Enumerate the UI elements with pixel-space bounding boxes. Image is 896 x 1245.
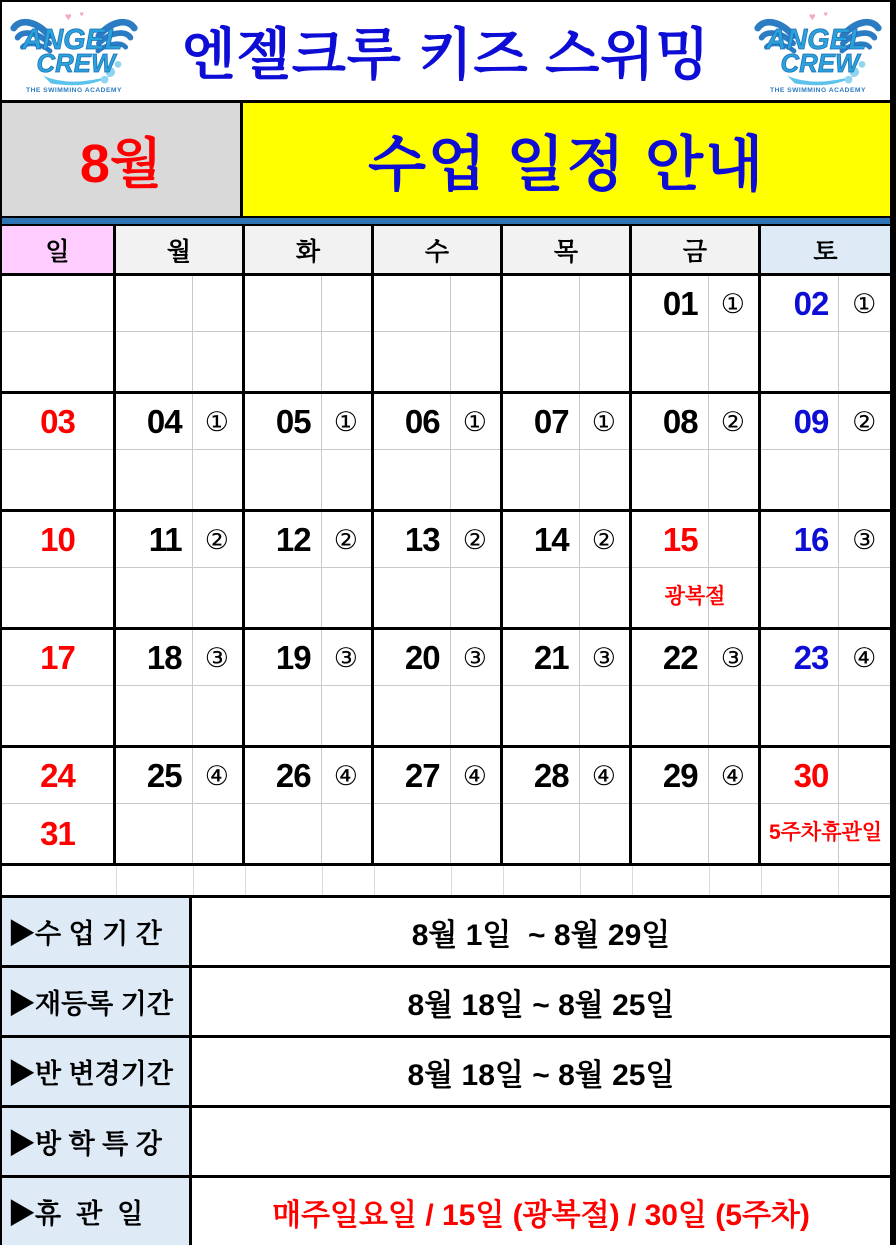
week-number-badge: ④ <box>204 761 229 791</box>
calendar-day-cell <box>503 748 632 863</box>
info-label: ▶방 학 특 강 <box>2 1108 192 1175</box>
cell-top <box>245 630 371 686</box>
info-row-closed-days <box>2 1178 890 1245</box>
week-number-badge <box>579 303 629 305</box>
info-value: 8월 18일 ~ 8월 25일 <box>407 1058 675 1092</box>
calendar-day-cell <box>632 394 761 509</box>
gridline <box>761 866 762 895</box>
logo-caption: THE SWIMMING ACADEMY <box>26 87 122 95</box>
cell-top <box>632 748 758 804</box>
week-number-badge: ④ <box>333 761 358 791</box>
date-number: 04 <box>146 402 182 440</box>
date-number: 26 <box>275 756 311 794</box>
week-number-badge: ① <box>720 289 745 319</box>
calendar-day-cell <box>2 512 116 627</box>
cell-top <box>374 630 500 686</box>
calendar-day-cell <box>116 748 245 863</box>
date-number: 13 <box>404 520 440 558</box>
calendar-day-cell <box>503 394 632 509</box>
week-number-badge: ④ <box>462 761 487 791</box>
week-number-badge: ② <box>852 407 877 437</box>
calendar-week-row <box>2 748 890 866</box>
calendar-day-cell <box>2 630 116 745</box>
heart-icon: ♥ <box>808 11 816 24</box>
date-number: 24 <box>40 756 75 794</box>
date-number: 27 <box>404 756 440 794</box>
info-value <box>192 1108 890 1175</box>
cell-top <box>245 748 371 804</box>
cell-top <box>116 748 242 804</box>
week-number-badge: ③ <box>591 643 616 673</box>
calendar-day-cell <box>632 630 761 745</box>
angel-crew-logo-right <box>754 7 882 95</box>
logo-word-angel: ANGEL <box>765 24 867 57</box>
week-number-badge: ③ <box>720 643 745 673</box>
cell-top <box>116 630 242 686</box>
date-number: 20 <box>404 638 440 676</box>
calendar-day-cell <box>245 630 374 745</box>
date-number: 16 <box>793 520 829 558</box>
date-number-31: 31 <box>40 815 75 852</box>
date-number: 12 <box>275 520 311 558</box>
cell-top <box>761 748 890 804</box>
cell-top <box>374 512 500 568</box>
gridline <box>709 866 710 895</box>
week-number-badge: ③ <box>204 643 229 673</box>
info-label: ▶수 업 기 간 <box>2 898 192 965</box>
cell-top <box>761 512 890 568</box>
gridline <box>245 866 246 895</box>
schedule-title: 수업 일정 안내 <box>367 130 766 198</box>
day-header-thu: 목 <box>503 226 632 273</box>
week-number-badge: ② <box>720 407 745 437</box>
cell-top <box>761 630 890 686</box>
week-number-badge: ④ <box>852 643 877 673</box>
week-number-badge: ④ <box>720 761 745 791</box>
holiday-note: 광복절 <box>664 585 726 608</box>
cell-top <box>503 630 629 686</box>
week-number-badge: ③ <box>852 525 877 555</box>
date-number: 21 <box>533 638 569 676</box>
day-header-sun: 일 <box>2 226 116 273</box>
calendar-day-cell <box>374 630 503 745</box>
day-header-fri: 금 <box>632 226 761 273</box>
gridline <box>116 866 117 895</box>
gridline <box>503 866 504 895</box>
banner-row <box>2 100 890 216</box>
cell-top <box>2 394 113 450</box>
gridline <box>322 866 323 895</box>
cell-top <box>116 512 242 568</box>
week-number-badge: ② <box>333 525 358 555</box>
date-number: 23 <box>793 638 829 676</box>
cell-top <box>632 630 758 686</box>
calendar-day-cell <box>245 394 374 509</box>
gridline <box>838 866 839 895</box>
week-number-badge: ① <box>852 289 877 319</box>
day-header-label: 토 <box>813 237 838 266</box>
week-number-badge: ③ <box>333 643 358 673</box>
week-number-badge: ① <box>591 407 616 437</box>
cell-top <box>761 276 890 332</box>
cell-top <box>2 630 113 686</box>
divider-bar <box>2 216 890 226</box>
date-number: 25 <box>146 756 182 794</box>
week-number-badge <box>321 303 371 305</box>
calendar-day-cell <box>374 748 503 863</box>
calendar-day-cell <box>761 394 890 509</box>
date-number: 08 <box>662 402 698 440</box>
calendar-day-cell <box>116 276 245 391</box>
calendar-day-cell <box>116 512 245 627</box>
date-number: 05 <box>275 402 311 440</box>
week-number-badge <box>708 539 758 541</box>
week-number-badge: ① <box>204 407 229 437</box>
date-number: 18 <box>146 638 182 676</box>
date-number: 30 <box>793 756 829 794</box>
date-number: 11 <box>148 520 182 558</box>
date-number: 01 <box>662 284 698 322</box>
cell-top <box>245 394 371 450</box>
calendar-day-cell <box>374 394 503 509</box>
calendar-day-cell <box>374 276 503 391</box>
calendar-day-cell-holiday <box>632 512 761 627</box>
calendar-week-row <box>2 512 890 630</box>
page-title: 엔젤크루 키즈 스위밍 <box>181 23 711 86</box>
date-number: 15 <box>662 520 698 558</box>
week-number-badge: ① <box>333 407 358 437</box>
date-number: 06 <box>404 402 440 440</box>
date-number: 29 <box>662 756 698 794</box>
cell-top <box>503 512 629 568</box>
calendar-day-cell <box>761 276 890 391</box>
day-header-mon: 월 <box>116 226 245 273</box>
gridline <box>632 866 633 895</box>
info-value: 8월 18일 ~ 8월 25일 <box>407 988 675 1022</box>
date-number: 17 <box>40 638 75 676</box>
logo-caption: THE SWIMMING ACADEMY <box>770 87 866 95</box>
calendar-day-cell <box>632 748 761 863</box>
calendar-week-row <box>2 394 890 512</box>
cell-top <box>374 394 500 450</box>
logo-word-crew: CREW <box>780 50 860 79</box>
cell-top <box>2 276 113 332</box>
schedule-title-cell <box>243 103 890 216</box>
calendar-day-cell <box>245 276 374 391</box>
week-number-badge: ② <box>462 525 487 555</box>
info-row-class-change <box>2 1038 890 1108</box>
gridline <box>374 866 375 895</box>
date-number: 22 <box>662 638 698 676</box>
closed-day-note: 5주차휴관일 <box>768 821 883 844</box>
calendar-week-row <box>2 276 890 394</box>
calendar-day-cell <box>2 394 116 509</box>
day-header-sat <box>761 226 890 273</box>
info-value: 8월 1일 ~ 8월 29일 <box>411 918 671 952</box>
calendar-day-cell <box>2 748 116 863</box>
cell-top <box>503 748 629 804</box>
info-value: 매주일요일 / 15일 (광복절) / 30일 (5주차) <box>272 1198 810 1232</box>
cell-top <box>2 748 113 804</box>
week-number-badge: ④ <box>591 761 616 791</box>
calendar-day-cell <box>632 276 761 391</box>
info-row-vacation-special <box>2 1108 890 1178</box>
calendar-day-cell <box>245 512 374 627</box>
cell-top <box>632 276 758 332</box>
gridline <box>580 866 581 895</box>
cell-top <box>245 276 371 332</box>
gridline <box>193 866 194 895</box>
date-number: 03 <box>40 402 75 440</box>
week-number-badge <box>838 775 890 777</box>
month-label: 8월 <box>79 134 163 194</box>
angel-crew-logo-left <box>10 7 138 95</box>
gridline <box>451 866 452 895</box>
cell-top <box>632 512 758 568</box>
day-header-tue: 화 <box>245 226 374 273</box>
cell-top <box>374 748 500 804</box>
calendar-day-cell <box>2 276 116 391</box>
calendar-week-row <box>2 630 890 748</box>
info-row-reregistration <box>2 968 890 1038</box>
date-number: 14 <box>533 520 569 558</box>
calendar-day-cell <box>116 394 245 509</box>
day-header-row <box>2 226 890 276</box>
calendar-day-cell <box>116 630 245 745</box>
week-number-badge <box>192 303 242 305</box>
cell-top <box>2 512 113 568</box>
week-number-badge: ② <box>591 525 616 555</box>
calendar-day-cell <box>761 512 890 627</box>
week-number-badge: ① <box>462 407 487 437</box>
calendar-day-cell <box>503 512 632 627</box>
cell-top <box>503 394 629 450</box>
week-number-badge: ③ <box>462 643 487 673</box>
cell-top <box>116 276 242 332</box>
day-header-wed: 수 <box>374 226 503 273</box>
cell-top <box>632 394 758 450</box>
calendar-day-cell <box>761 630 890 745</box>
info-row-class-period <box>2 895 890 968</box>
calendar-day-cell <box>503 276 632 391</box>
cell-top <box>245 512 371 568</box>
heart-icon: ♥ <box>64 11 72 24</box>
info-label: ▶재등록 기간 <box>2 968 192 1035</box>
date-number: 19 <box>275 638 311 676</box>
header <box>2 2 890 100</box>
date-number: 09 <box>793 402 829 440</box>
date-number: 10 <box>40 520 75 558</box>
calendar-day-cell <box>245 748 374 863</box>
cell-top <box>503 276 629 332</box>
heart-icon: ♥ <box>79 9 84 19</box>
calendar-day-cell-closed <box>761 748 890 863</box>
week-number-badge <box>450 303 500 305</box>
logo-word-angel: ANGEL <box>21 24 123 57</box>
date-number: 02 <box>793 284 829 322</box>
calendar-day-cell <box>374 512 503 627</box>
grid-gap-strip <box>2 866 890 895</box>
heart-icon: ♥ <box>823 9 828 19</box>
info-label: ▶반 변경기간 <box>2 1038 192 1105</box>
month-cell <box>2 103 243 216</box>
week-number-badge: ② <box>204 525 229 555</box>
date-number: 28 <box>533 756 569 794</box>
cell-top <box>374 276 500 332</box>
info-label: ▶휴 관 일 <box>2 1178 192 1245</box>
calendar-day-cell <box>503 630 632 745</box>
cell-top <box>116 394 242 450</box>
cell-top <box>761 394 890 450</box>
date-number: 07 <box>533 402 569 440</box>
logo-word-crew: CREW <box>36 50 116 79</box>
